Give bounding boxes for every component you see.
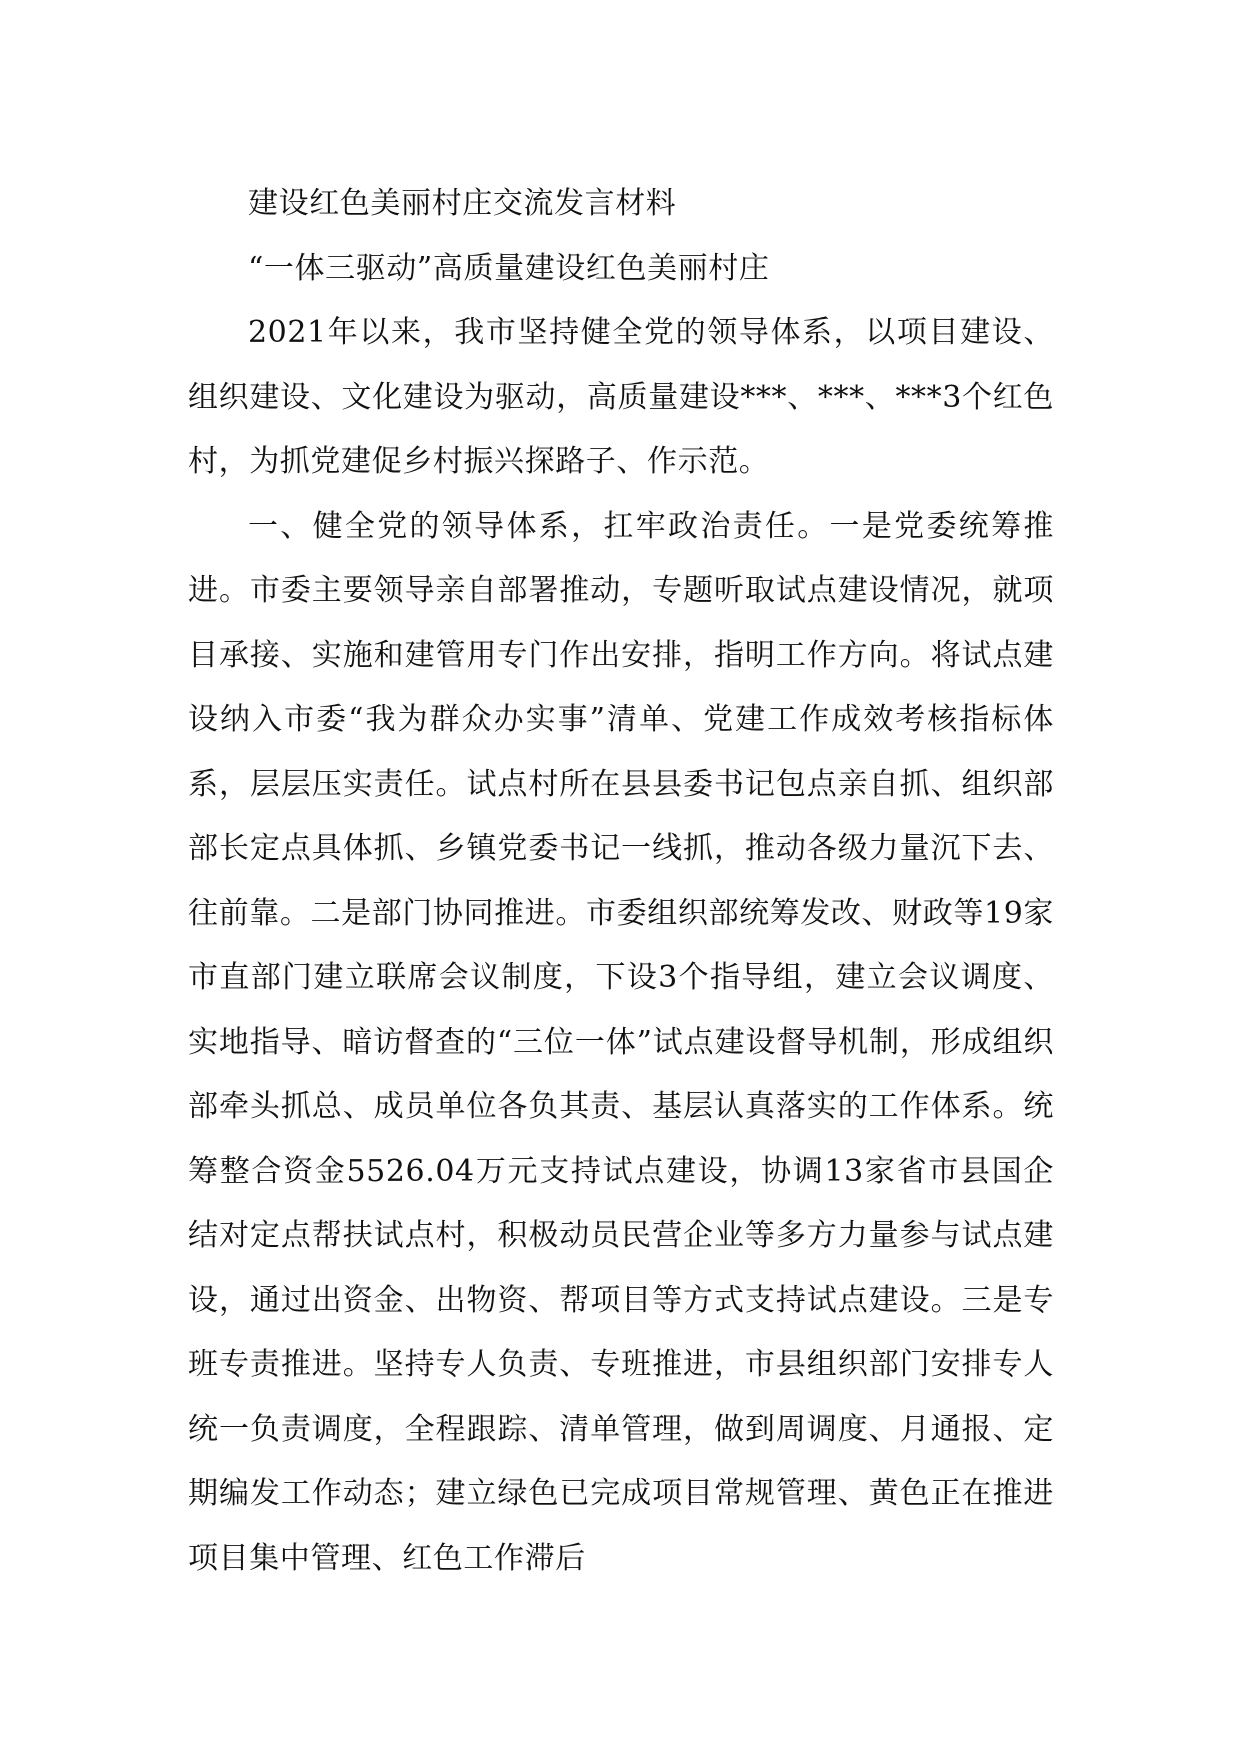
- document-body: [188, 172, 1054, 1591]
- paragraph-section-1: 一、健全党的领导体系，扛牢政治责任。一是党委统筹推进。市委主要领导亲自部署推动，专题听取试点建设情况，就项目承接、实施和建管用专门作出安排，指明工作方向。将试点建设纳入市委“我为群众办实事”清单、党建工作成效考核指标体系，层层压实责任。试点村所在县县委书记包点亲自抓、组织部部长定点具体抓、乡镇党委书记一线抓，推动各级力量沉下去、往前靠。二是部门协同推进。市委组织部统筹发改、财政等19家市直部门建立联席会议制度，下设3个指导组，建立会议调度、实地指导、暗访督查的“三位一体”试点建设督导机制，形成组织部牵头抓总、成员单位各负其责、基层认真落实的工作体系。统筹整合资金5526.04万元支持试点建设，协调13家省市县国企结对定点帮扶试点村，积极动员民营企业等多方力量参与试点建设，通过出资金、出物资、帮项目等方式支持试点建设。三是专班专责推进。坚持专人负责、专班推进，市县组织部门安排专人统一负责调度，全程跟踪、清单管理，做到周调度、月通报、定期编发工作动态；建立绿色已完成项目常规管理、黄色正在推进项目集中管理、红色工作滞后: [188, 508, 1054, 1576]
- document-title: 建设红色美丽村庄交流发言材料: [248, 186, 677, 221]
- paragraph-intro: 2021年以来，我市坚持健全党的领导体系，以项目建设、组织建设、文化建设为驱动，高质量建设***、***、***3个红色村，为抓党建促乡村振兴探路子、作示范。: [188, 315, 1054, 479]
- document-subtitle: “一体三驱动”高质量建设红色美丽村庄: [248, 250, 770, 286]
